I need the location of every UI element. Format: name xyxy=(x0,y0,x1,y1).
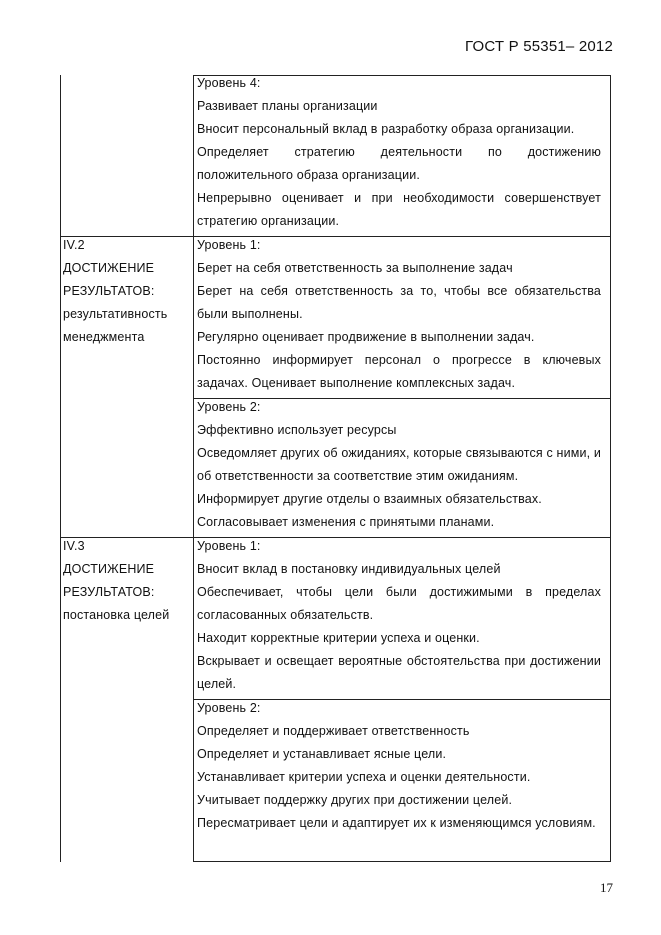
competency-title-line: ДОСТИЖЕНИЕ xyxy=(63,261,155,275)
level-statement: Находит корректные критерии успеха и оценки. xyxy=(197,631,480,645)
competency-table xyxy=(60,75,611,862)
level-statement: Эффективно использует ресурсы xyxy=(197,423,397,437)
level-heading: Уровень 2: xyxy=(197,400,261,414)
level-statement: Вскрывает и освещает вероятные обстоятельства при достижении целей. xyxy=(197,654,601,691)
level-statement: Осведомляет других об ожиданиях, которые связываются с ними, и об ответственности за соответствие этим ожиданиям. xyxy=(197,446,601,483)
level-cell xyxy=(194,396,610,534)
level-statement: Определяет и устанавливает ясные цели. xyxy=(197,747,447,761)
table-right-border xyxy=(610,75,611,862)
level-statement: Устанавливает критерии успеха и оценки деятельности. xyxy=(197,770,531,784)
level-cell xyxy=(194,72,610,233)
level-statement: Развивает планы организации xyxy=(197,99,378,113)
level-cell xyxy=(194,535,610,696)
level-statement: Вносит вклад в постановку индивидуальных целей xyxy=(197,562,501,576)
level-statement: Непрерывно оценивает и при необходимости совершенствует стратегию организации. xyxy=(197,191,601,228)
level-statement: Постоянно информирует персонал о прогрессе в ключевых задачах. Оценивает выполнение комплексных задач. xyxy=(197,353,601,390)
level-heading: Уровень 2: xyxy=(197,701,261,715)
document-standard-code: ГОСТ Р 55351– 2012 xyxy=(465,38,613,55)
competency-title-line: результативность xyxy=(63,307,168,321)
level-heading: Уровень 4: xyxy=(197,76,261,90)
competency-title-line: постановка целей xyxy=(63,608,170,622)
level-cell xyxy=(194,234,610,395)
competency-title-line: менеджмента xyxy=(63,330,145,344)
table-bottom-border xyxy=(193,861,611,862)
level-statement: Берет на себя ответственность за то, чтобы все обязательства были выполнены. xyxy=(197,284,601,321)
level-statement: Определяет стратегию деятельности по достижению положительного образа организации. xyxy=(197,145,601,182)
level-statement: Обеспечивает, чтобы цели были достижимыми в пределах согласованных обязательств. xyxy=(197,585,601,622)
competency-title-line: РЕЗУЛЬТАТОВ: xyxy=(63,585,155,599)
level-statement: Учитывает поддержку других при достижении целей. xyxy=(197,793,513,807)
level-heading: Уровень 1: xyxy=(197,238,261,252)
level-statement: Информирует другие отделы о взаимных обязательствах. xyxy=(197,492,542,506)
competency-title-line: ДОСТИЖЕНИЕ xyxy=(63,562,155,576)
level-cell xyxy=(194,697,610,835)
page-number: 17 xyxy=(600,880,613,895)
competency-title-line: РЕЗУЛЬТАТОВ: xyxy=(63,284,155,298)
level-statement: Согласовывает изменения с принятыми планами. xyxy=(197,515,495,529)
competency-cell xyxy=(61,535,193,627)
competency-code: IV.2 xyxy=(63,238,85,252)
level-heading: Уровень 1: xyxy=(197,539,261,553)
level-statement: Берет на себя ответственность за выполнение задач xyxy=(197,261,513,275)
competency-code: IV.3 xyxy=(63,539,85,553)
competency-cell xyxy=(61,234,193,349)
level-statement: Вносит персональный вклад в разработку образа организации. xyxy=(197,122,575,136)
level-statement: Пересматривает цели и адаптирует их к изменяющимся условиям. xyxy=(197,816,596,830)
level-statement: Регулярно оценивает продвижение в выполнении задач. xyxy=(197,330,535,344)
table-left-border xyxy=(60,75,61,862)
level-statement: Определяет и поддерживает ответственность xyxy=(197,724,470,738)
